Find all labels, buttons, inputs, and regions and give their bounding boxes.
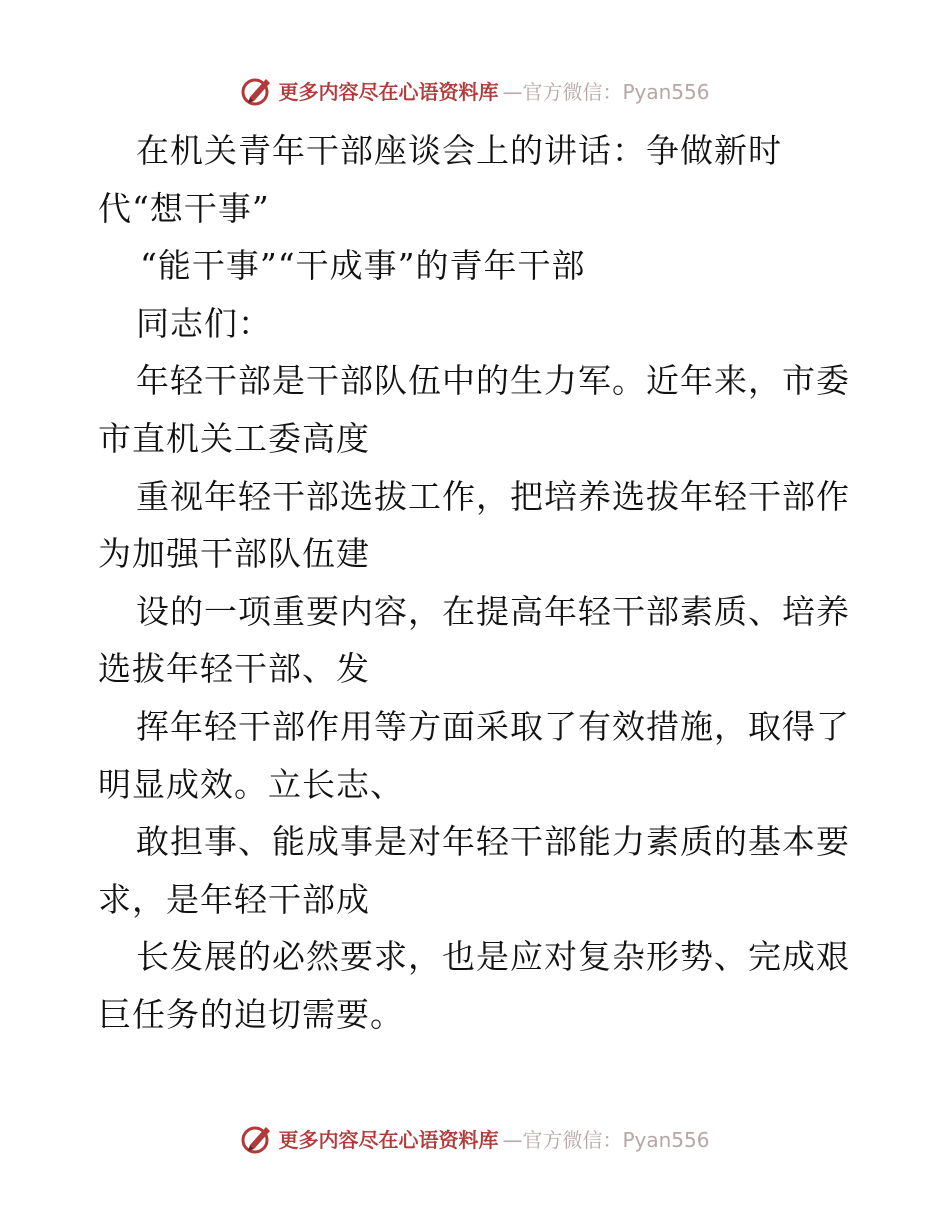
doc-line: 市直机关工委高度 [98, 418, 370, 458]
doc-line: 年轻干部是干部队伍中的生力军。近年来，市委 [136, 361, 850, 401]
doc-line: 挥年轻干部作用等方面采取了有效措施，取得了 [136, 706, 850, 746]
header-banner-sub: —官方微信：Pyan556 [502, 79, 710, 104]
doc-line: 巨任务的迫切需要。 [98, 994, 404, 1034]
doc-line: 敢担事、能成事是对年轻干部能力素质的基本要 [136, 822, 850, 862]
doc-title-line-1: 在机关青年干部座谈会上的讲话：争做新时 [136, 131, 782, 170]
header-banner-main: 更多内容尽在心语资料库 [278, 79, 499, 104]
footer-banner-sub: —官方微信：Pyan556 [502, 1127, 710, 1152]
pen-logo-icon [240, 1121, 274, 1155]
header-banner [0, 70, 950, 110]
doc-line: 求，是年轻干部成 [98, 879, 370, 919]
doc-title-line-3: “能干事”“干成事”的青年干部 [140, 246, 586, 286]
pen-logo-icon [240, 73, 274, 107]
footer-banner [0, 1118, 950, 1158]
doc-line: 重视年轻干部选拔工作，把培养选拔年轻干部作 [136, 476, 850, 516]
doc-line: 为加强干部队伍建 [98, 534, 370, 574]
doc-salutation: 同志们： [136, 303, 272, 343]
footer-banner-main: 更多内容尽在心语资料库 [278, 1127, 499, 1152]
doc-line: 长发展的必然要求，也是应对复杂形势、完成艰 [136, 937, 850, 977]
doc-title-line-2: 代“想干事” [98, 188, 270, 228]
doc-line: 明显成效。立长志、 [98, 764, 404, 804]
document-body [98, 122, 858, 1044]
doc-line: 选拔年轻干部、发 [98, 649, 370, 689]
doc-line: 设的一项重要内容，在提高年轻干部素质、培养 [136, 591, 850, 631]
